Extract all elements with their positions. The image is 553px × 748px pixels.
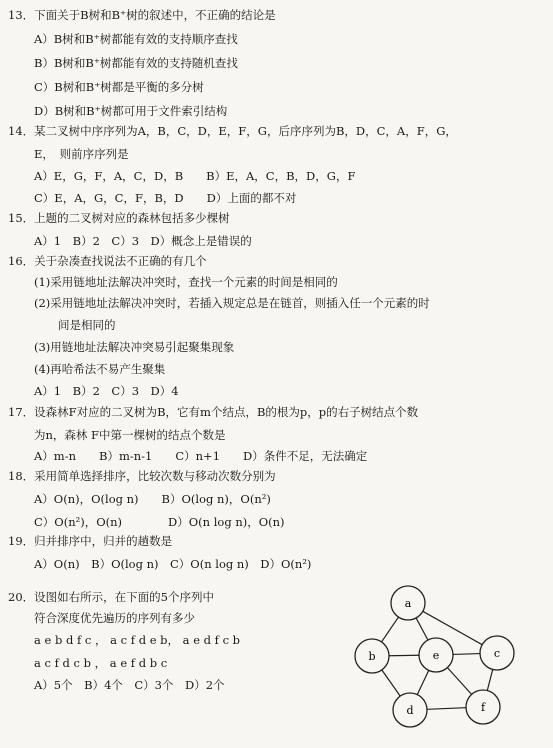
text-line: A）B树和B⁺树都能有效的支持顺序查找 bbox=[34, 32, 238, 46]
graph-node-label: f bbox=[480, 701, 486, 714]
graph-edge bbox=[417, 670, 428, 694]
graph-edge bbox=[416, 618, 428, 640]
graph-node-label: d bbox=[406, 704, 414, 717]
text-line: 15．上题的二叉树对应的森林包括多少棵树 bbox=[8, 211, 230, 225]
text-line: E， 则前序序列是 bbox=[34, 147, 129, 161]
graph-edge bbox=[487, 669, 492, 690]
text-line: 16．关于杂凑查找说法不正确的有几个 bbox=[8, 254, 207, 268]
text-line: 17．设森林F对应的二叉树为B，它有m个结点，B的根为p，p的右子树结点个数 bbox=[8, 405, 419, 419]
text-line: 20．设图如右所示，在下面的5个序列中 bbox=[8, 590, 214, 604]
text-line: D）B树和B⁺树都可用于文件索引结构 bbox=[34, 104, 228, 118]
text-line: (2)采用链地址法解决冲突时，若插入规定总是在链首，则插入任一个元素的时 bbox=[34, 296, 430, 310]
text-line: 13．下面关于B树和B⁺树的叙述中，不正确的结论是 bbox=[8, 8, 276, 22]
text-line: 19．归并排序中，归并的趟数是 bbox=[8, 534, 173, 548]
text-line: 符合深度优先遍历的序列有多少 bbox=[34, 611, 195, 625]
text-line: C）O(n²)，O(n) D）O(n log n)，O(n) bbox=[34, 515, 285, 529]
text-line: A）1 B）2 C）3 D）4 bbox=[34, 384, 179, 398]
text-line: (3)用链地址法解决冲突易引起聚集现象 bbox=[34, 340, 235, 354]
graph-node-label: c bbox=[493, 647, 501, 660]
text-line: C）B树和B⁺树都是平衡的多分树 bbox=[34, 80, 204, 94]
graph-diagram bbox=[350, 585, 540, 735]
graph-edge bbox=[447, 668, 471, 695]
text-line: a e b d f c ， a c f d e b， a e d f c b bbox=[34, 633, 241, 647]
text-line: A）O(n) B）O(log n) C）O(n log n) D）O(n²) bbox=[34, 557, 312, 571]
text-line: 间是相同的 bbox=[58, 318, 116, 332]
text-line: A）1 B）2 C）3 D）概念上是错误的 bbox=[34, 234, 252, 248]
text-line: A）E，G，F，A，C，D，B B）E，A，C，B，D，G，F bbox=[34, 169, 356, 183]
graph-node-label: b bbox=[368, 650, 376, 663]
text-line: (4)再哈希法不易产生聚集 bbox=[34, 362, 166, 376]
text-line: A）m-n B）m-n-1 C）n+1 D）条件不足，无法确定 bbox=[34, 449, 368, 463]
graph-edge bbox=[423, 611, 482, 644]
graph-edge bbox=[427, 708, 466, 710]
graph-edge bbox=[453, 654, 480, 655]
text-line: a c f d c b ， a e f d b c bbox=[34, 656, 168, 670]
text-line: 为n，森林 F中第一棵树的结点个数是 bbox=[34, 428, 226, 442]
graph-node-label: a bbox=[404, 597, 412, 610]
text-line: 18．采用简单选择排序，比较次数与移动次数分别为 bbox=[8, 469, 276, 483]
text-line: (1)采用链地址法解决冲突时，查找一个元素的时间是相同的 bbox=[34, 275, 338, 289]
text-line: 14．某二叉树中序序列为A，B，C，D，E，F，G，后序序列为B，D，C，A，F，G， bbox=[8, 124, 457, 138]
text-line: B）B树和B⁺树都能有效的支持随机查找 bbox=[34, 56, 238, 70]
graph-edge bbox=[382, 617, 399, 642]
text-line: A）5个 B）4个 C）3个 D）2个 bbox=[34, 678, 225, 692]
graph-edge bbox=[382, 670, 400, 696]
text-line: A）O(n)，O(log n) B）O(log n)，O(n²) bbox=[34, 492, 271, 506]
text-line: C）E，A，G，C，F，B，D D）上面的都不对 bbox=[34, 191, 297, 205]
graph-node-label: e bbox=[432, 649, 440, 662]
